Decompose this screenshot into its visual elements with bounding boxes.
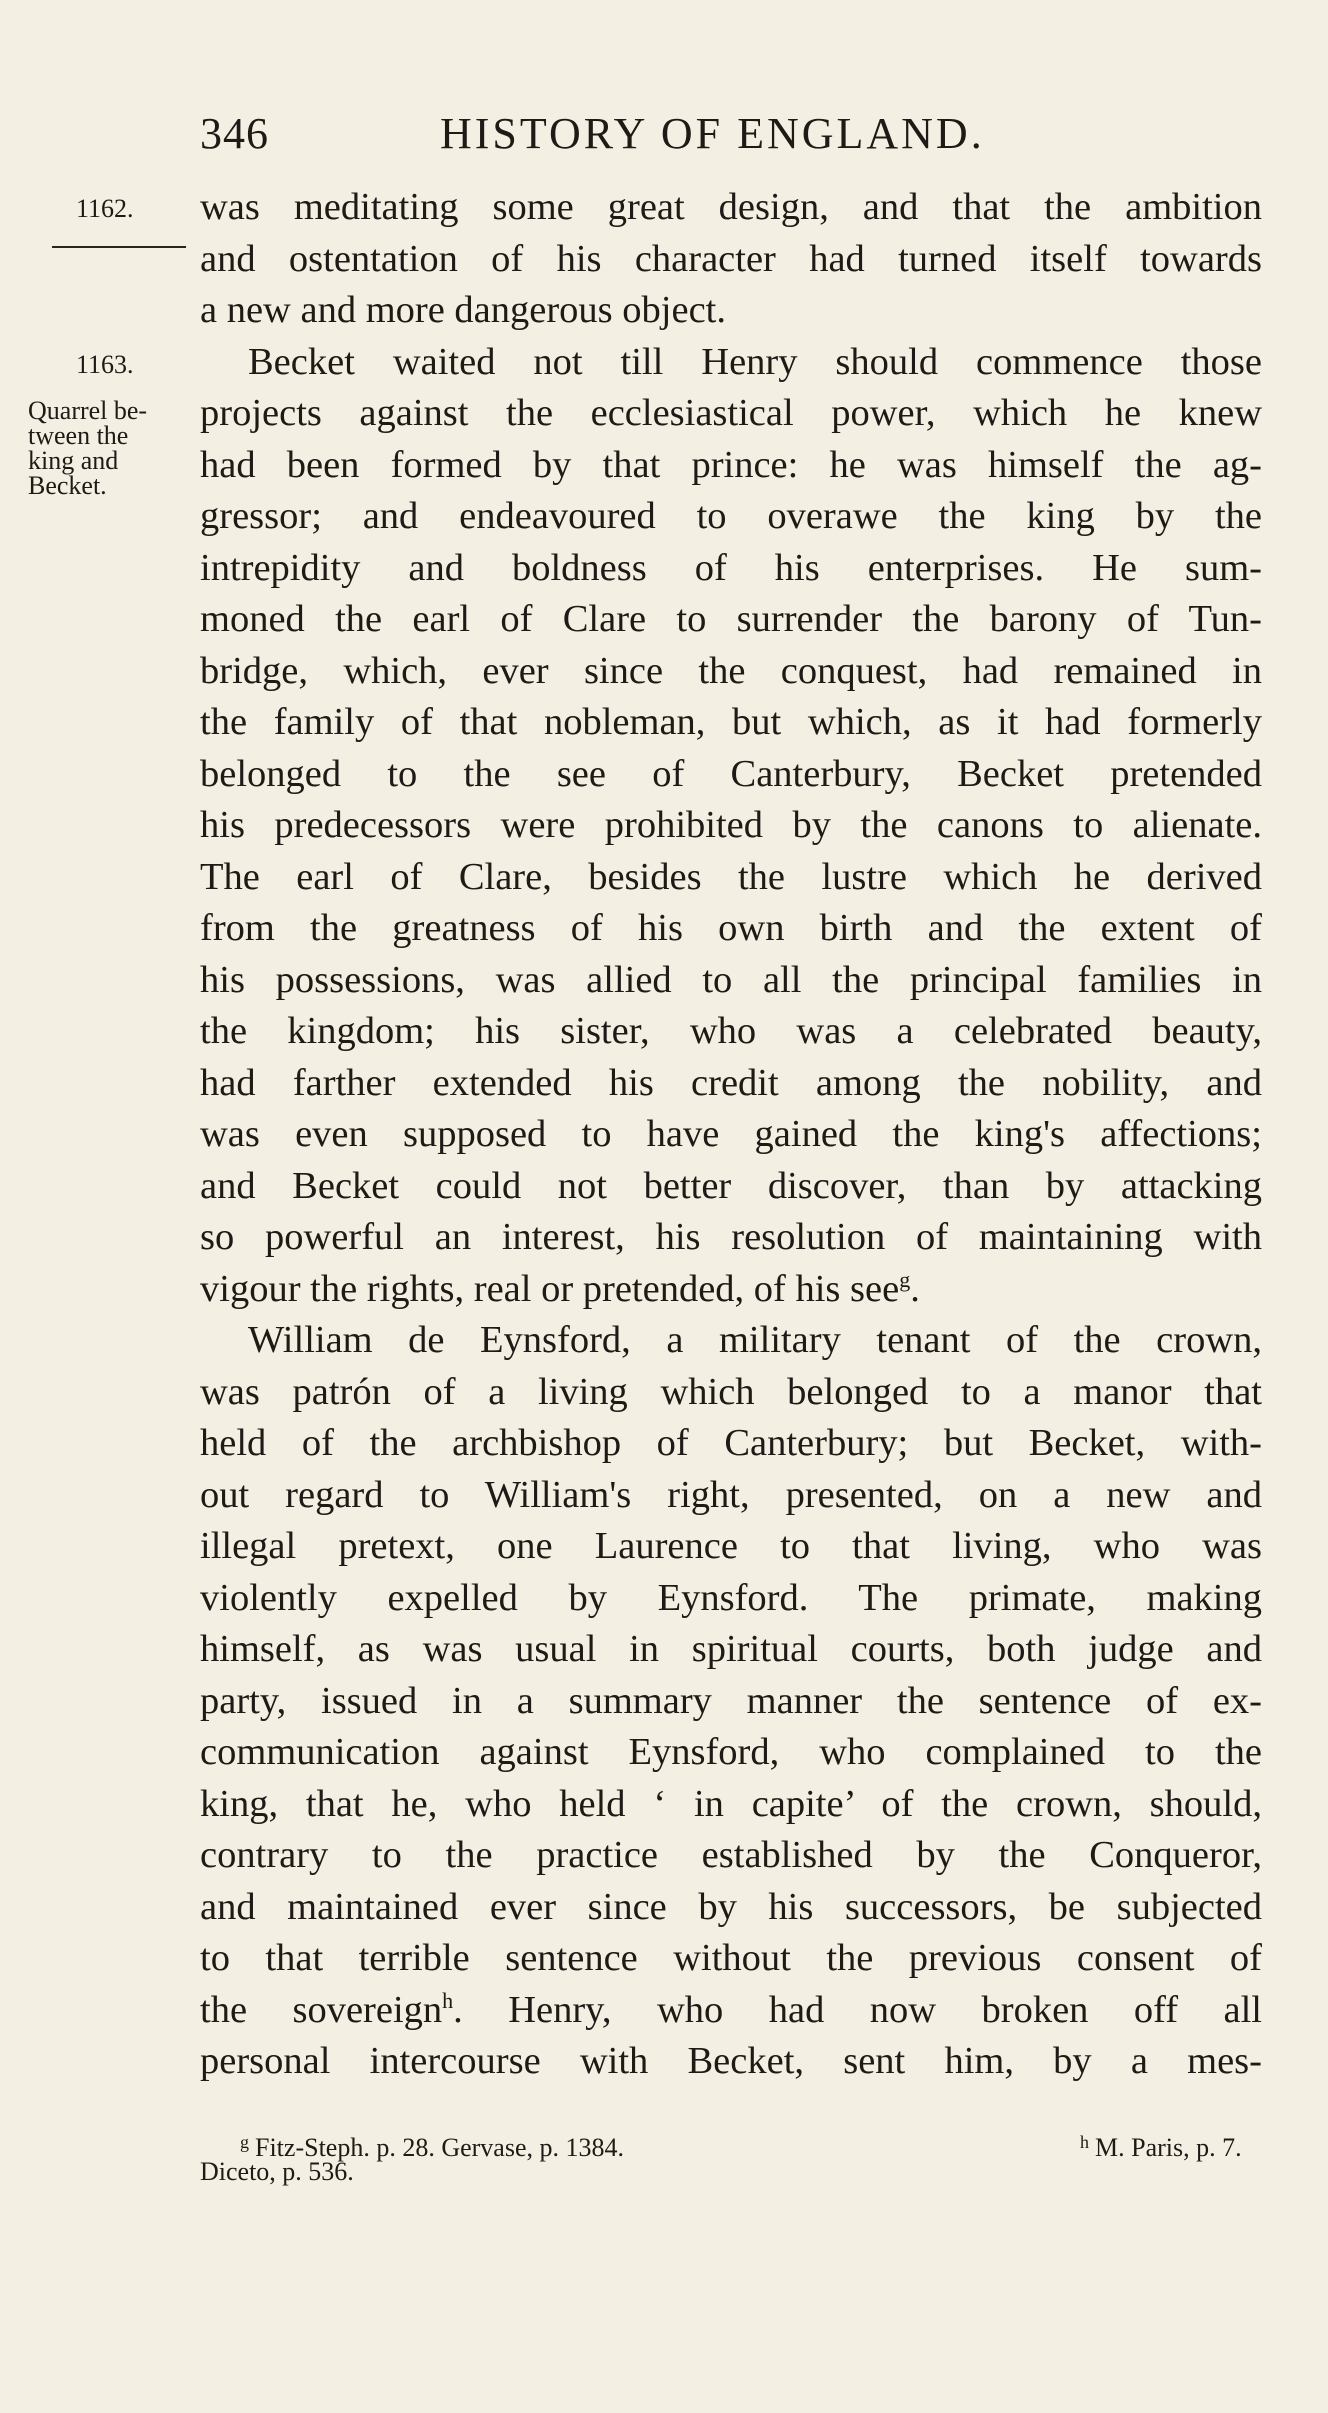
text-line: to that terrible sentence without the previous consent of [200, 1937, 1262, 1979]
text-line: and maintained ever since by his successors, be subjected [200, 1885, 1262, 1928]
text-line-part: . Henry, who had now broken off all [453, 1988, 1262, 2031]
text-line [200, 1985, 1262, 2037]
text-line-part: . [910, 1267, 920, 1310]
footnote-ref-g[interactable]: g [899, 1266, 911, 1292]
text-line: Becket waited not till Henry should commence those [248, 340, 1262, 383]
sidenote-line: Becket. [28, 471, 107, 500]
text-line [200, 1264, 1262, 1316]
text-line: was even supposed to have gained the king's affections; [200, 1113, 1262, 1155]
text-line: from the greatness of his own birth and the extent of [200, 907, 1262, 949]
text-line: out regard to William's right, presented, on a new and [200, 1473, 1262, 1516]
text-line: contrary to the practice established by the Conqueror, [200, 1834, 1262, 1876]
footnote-h-text: M. Paris, p. 7. [1095, 2133, 1242, 2162]
text-line: personal intercourse with Becket, sent him, by a mes- [200, 2040, 1262, 2082]
text-line: projects against the ecclesiastical power, which he knew [200, 392, 1262, 434]
footnote-g-continuation: Diceto, p. 536. [200, 2157, 354, 2186]
sidenote-line: Quarrel be- [28, 396, 148, 425]
text-line: had farther extended his credit among the nobility, and [200, 1061, 1262, 1104]
page-number: 346 [200, 109, 269, 158]
text-line: moned the earl of Clare to surrender the barony of Tun- [200, 598, 1262, 640]
text-line: William de Eynsford, a military tenant of the crown, [248, 1319, 1262, 1361]
sidenote-line: tween the [28, 421, 129, 450]
margin-rule [52, 246, 186, 248]
text-line: was patrón of a living which belonged to a manor that [200, 1370, 1262, 1413]
text-line: gressor; and endeavoured to overawe the king by the [200, 495, 1262, 537]
text-line: intrepidity and boldness of his enterprises. He sum- [200, 546, 1262, 589]
text-line: bridge, which, ever since the conquest, had remained in [200, 649, 1262, 692]
footnote-g-text: Fitz-Steph. p. 28. Gervase, p. 1384. [255, 2133, 625, 2162]
text-line: The earl of Clare, besides the lustre which he derived [200, 855, 1262, 898]
text-line: the family of that nobleman, but which, as it had formerly [200, 701, 1262, 743]
text-line: so powerful an interest, his resolution of maintaining with [200, 1216, 1262, 1258]
running-head: HISTORY OF ENGLAND. [440, 109, 985, 158]
text-line: party, issued in a summary manner the sentence of ex- [200, 1679, 1262, 1722]
text-line: had been formed by that prince: he was himself the ag- [200, 443, 1262, 486]
margin-year-1162: 1162. [76, 194, 134, 223]
text-line: a new and more dangerous object. [200, 289, 726, 331]
text-line: and ostentation of his character had turned itself towards [200, 237, 1262, 280]
text-line: held of the archbishop of Canterbury; but Becket, with- [200, 1422, 1262, 1464]
text-line: violently expelled by Eynsford. The primate, making [200, 1576, 1262, 1619]
text-line: his possessions, was allied to all the principal families in [200, 958, 1262, 1001]
text-line: the kingdom; his sister, who was a celebrated beauty, [200, 1010, 1262, 1052]
text-line-part: vigour the rights, real or pretended, of his see [200, 1267, 900, 1310]
text-line-part: the sovereign [200, 1988, 443, 2031]
margin-year-1163: 1163. [76, 350, 134, 379]
text-line: and Becket could not better discover, than by attacking [200, 1164, 1262, 1207]
footnote-mark-h: h [1080, 2132, 1089, 2152]
body-text [200, 182, 1262, 2088]
text-line: himself, as was usual in spiritual courts, both judge and [200, 1628, 1262, 1670]
text-line: illegal pretext, one Laurence to that living, who was [200, 1525, 1262, 1567]
margin-sidenote [28, 398, 198, 498]
text-line: king, that he, who held ‘ in capite’ of the crown, should, [200, 1782, 1262, 1825]
footnote-mark-g: g [240, 2132, 249, 2152]
sidenote-line: king and [28, 446, 119, 475]
text-line: was meditating some great design, and that the ambition [200, 186, 1262, 228]
page-header [200, 108, 1260, 158]
text-line: belonged to the see of Canterbury, Becket pretended [200, 752, 1262, 795]
text-line: his predecessors were prohibited by the canons to alienate. [200, 804, 1262, 846]
footnote-ref-h[interactable]: h [442, 1987, 454, 2013]
text-line: communication against Eynsford, who complained to the [200, 1731, 1262, 1773]
footnote-h [1080, 2128, 1242, 2162]
